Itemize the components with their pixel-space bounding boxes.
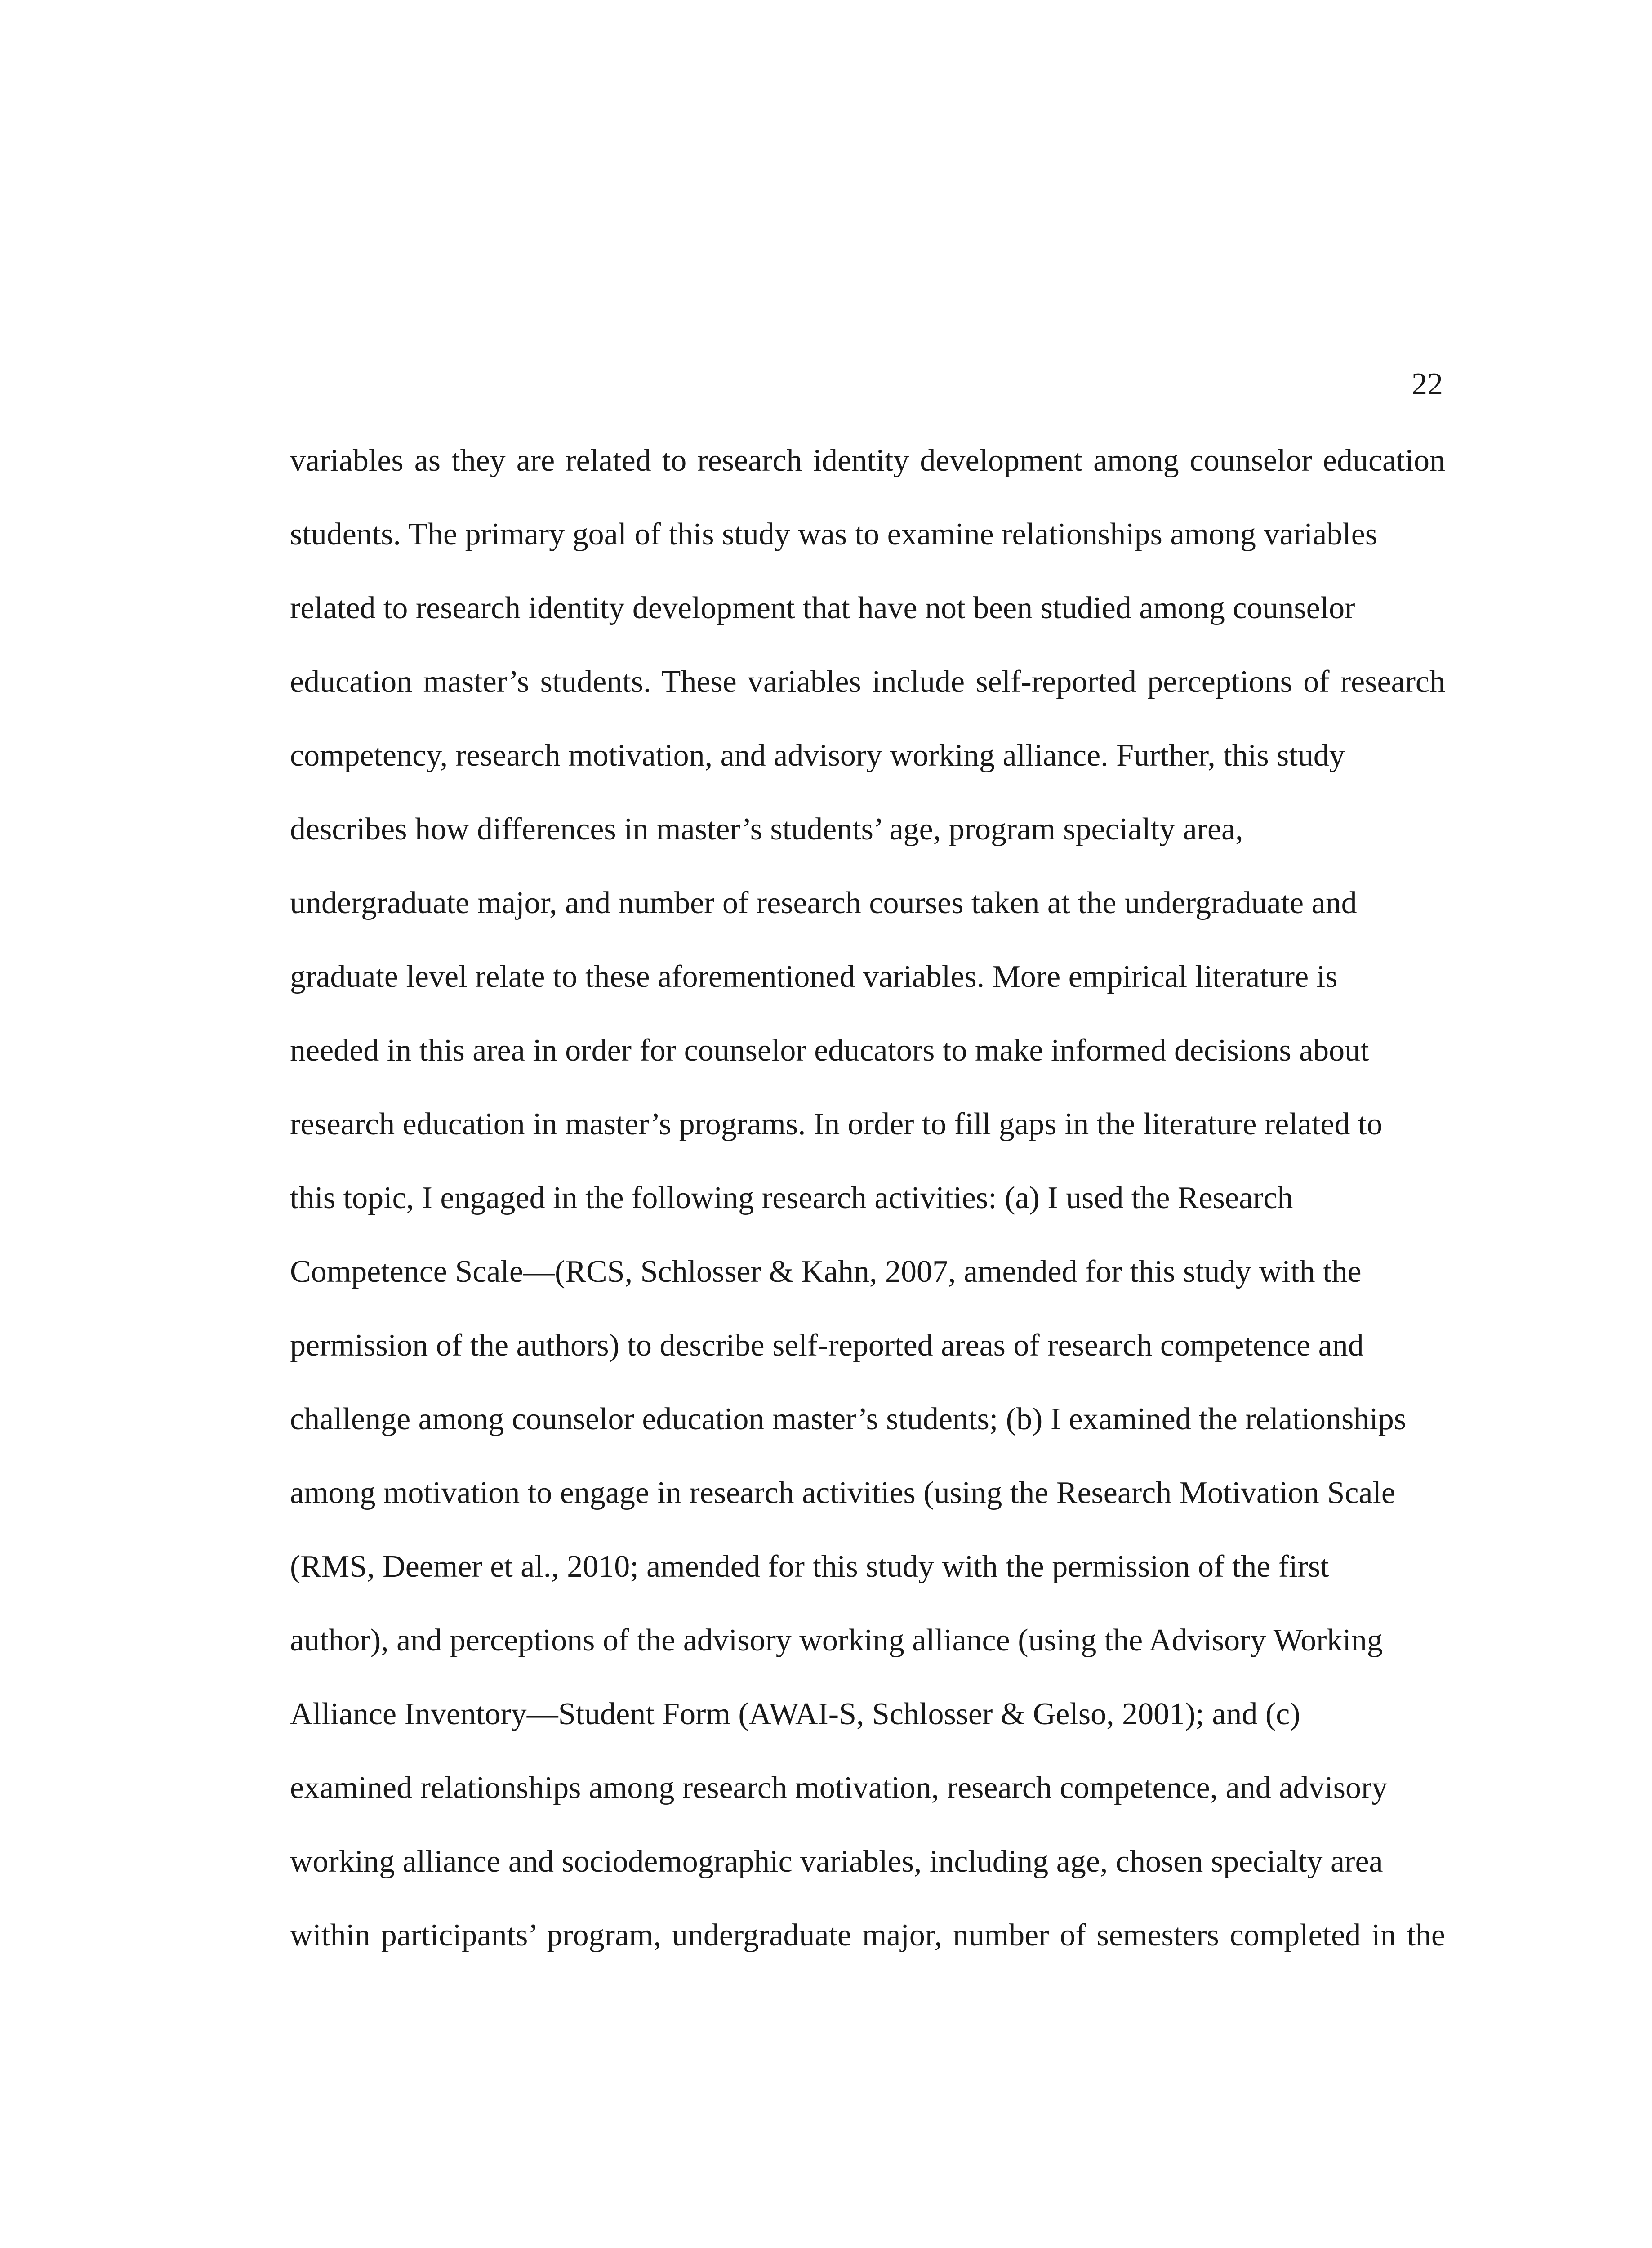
text-line: related to research identity development that have not been studied among counselor <box>290 591 1355 625</box>
text-line: research education in master’s programs. In order to fill gaps in the literature related to <box>290 1107 1383 1142</box>
text-line: author), and perceptions of the advisory working alliance (using the Advisory Working <box>290 1623 1383 1658</box>
text-line: Competence Scale—(RCS, Schlosser & Kahn, 2007, amended for this study with the <box>290 1254 1362 1289</box>
text-line: challenge among counselor education master’s students; (b) I examined the relationships <box>290 1402 1406 1436</box>
text-line: education master’s students. These variables include self-reported perceptions of research <box>290 665 1445 699</box>
text-line: within participants’ program, undergraduate major, number of semesters completed in the <box>290 1918 1445 1953</box>
text-line: Alliance Inventory—Student Form (AWAI-S, Schlosser & Gelso, 2001); and (c) <box>290 1697 1300 1731</box>
text-line: variables as they are related to research identity development among counselor education <box>290 443 1445 478</box>
text-line: competency, research motivation, and advisory working alliance. Further, this study <box>290 738 1345 773</box>
text-line: students. The primary goal of this study was to examine relationships among variables <box>290 517 1378 552</box>
text-line: (RMS, Deemer et al., 2010; amended for this study with the permission of the first <box>290 1549 1329 1584</box>
text-line: this topic, I engaged in the following research activities: (a) I used the Research <box>290 1181 1293 1215</box>
text-line: undergraduate major, and number of research courses taken at the undergraduate and <box>290 886 1357 920</box>
text-line: among motivation to engage in research activities (using the Research Motivation Scale <box>290 1476 1395 1510</box>
page-number: 22 <box>1412 367 1443 401</box>
text-line: working alliance and sociodemographic variables, including age, chosen specialty area <box>290 1844 1383 1879</box>
text-line: permission of the authors) to describe self-reported areas of research competence and <box>290 1328 1364 1363</box>
body-paragraph <box>290 445 1445 1994</box>
text-line: needed in this area in order for counselor educators to make informed decisions about <box>290 1033 1369 1068</box>
text-line: graduate level relate to these aforementioned variables. More empirical literature is <box>290 959 1338 994</box>
text-line: describes how differences in master’s students’ age, program specialty area, <box>290 812 1243 847</box>
text-line: examined relationships among research motivation, research competence, and advisory <box>290 1771 1388 1805</box>
